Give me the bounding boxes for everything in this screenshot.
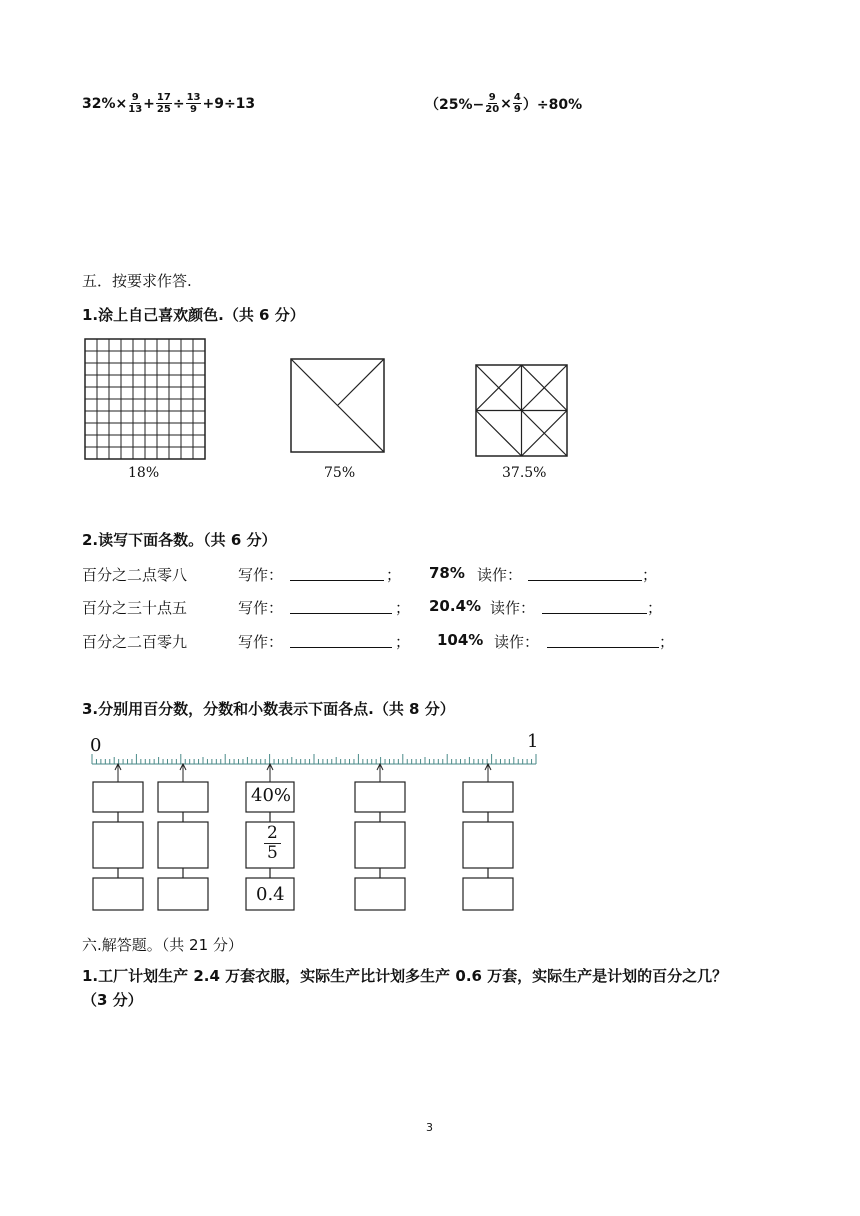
row-1-write: 写作： [238,566,284,584]
answer-box-percent [158,782,208,812]
box-fraction-denominator: 5 [267,843,278,863]
expr-text: （25%− [425,96,485,113]
fraction [156,92,172,115]
row-2-semi: ； [395,599,411,617]
section-6-title: 六.解答题。（共 21 分） [82,936,243,954]
row-3-num: 104% [437,631,484,649]
row-2-num: 20.4% [429,597,482,615]
row-3-cn: 百分之二百零九 [82,633,188,651]
row-1-num: 78% [429,564,465,582]
numerator: 9 [131,92,139,103]
fraction [186,92,202,115]
square-37-5-figure [475,364,569,458]
row-2-read: 读作： [490,599,536,617]
denominator: 9 [190,104,197,115]
row-1-cn: 百分之二点零八 [82,566,188,584]
ruler-end-label: 1 [527,731,539,752]
answer-box-fraction [158,822,208,868]
expression-2 [425,92,582,115]
numerator: 4 [513,92,521,103]
answer-box-fraction [355,822,405,868]
fraction [513,92,522,115]
expr-text: 32%× [82,95,128,112]
question-5-1: 1.涂上自己喜欢颜色.（共 6 分） [82,306,305,324]
answer-box-decimal [355,878,405,910]
number-line-figure [84,750,544,920]
answer-box-fraction [463,822,513,868]
expr-text: ÷ [172,95,185,112]
row-1-read-blank[interactable] [528,566,642,581]
box-fraction-value [264,824,281,863]
numerator: 13 [186,92,201,103]
numerator: 17 [156,92,171,103]
question-5-2: 2.读写下面各数。（共 6 分） [82,531,277,549]
page-number: 3 [426,1121,433,1134]
row-2-write-blank[interactable] [290,599,392,614]
figure-label-37-5: 37.5% [502,465,547,481]
denominator: 13 [128,104,143,115]
answer-box-decimal [93,878,143,910]
row-1-semi-2: ； [642,566,658,584]
question-5-3: 3.分别用百分数，分数和小数表示下面各点.（共 8 分） [82,700,455,718]
row-2-cn: 百分之三十点五 [82,599,188,617]
expr-text: +9÷13 [202,95,256,112]
question-6-1-line-1: 1.工厂计划生产 2.4 万套衣服，实际生产比计划多生产 0.6 万套，实际生产是计划的百分之几？ [82,967,728,985]
row-1-semi: ； [386,566,402,584]
figure-label-75: 75% [324,465,356,481]
row-2-read-blank[interactable] [542,599,647,614]
answer-box-percent [355,782,405,812]
answer-box-decimal [158,878,208,910]
expression-1 [82,92,255,115]
row-3-write: 写作： [238,633,284,651]
grid-100-figure [84,338,208,462]
row-1-read: 读作： [477,566,523,584]
row-3-semi-2: ； [659,633,675,651]
row-2-semi-2: ； [647,599,663,617]
answer-box-fraction [93,822,143,868]
answer-box-percent [93,782,143,812]
expr-text: + [143,95,155,112]
figure-label-18: 18% [128,465,160,481]
section-5-title: 五．按要求作答. [82,272,192,290]
fraction [485,92,499,115]
row-2-write: 写作： [238,599,284,617]
row-1-write-blank[interactable] [290,566,384,581]
box-fraction-numerator: 2 [264,824,281,844]
denominator: 25 [156,104,171,115]
row-3-read-blank[interactable] [547,633,659,648]
question-6-1-line-2: （3 分） [82,991,143,1009]
box-decimal-value: 0.4 [256,884,285,905]
row-3-write-blank[interactable] [290,633,392,648]
answer-box-percent [463,782,513,812]
box-percent-value: 40% [251,785,292,806]
numerator: 9 [488,92,496,103]
denominator: 20 [485,104,500,115]
answer-box-decimal [463,878,513,910]
square-75-figure [290,358,386,454]
row-3-semi: ； [395,633,411,651]
expr-text: ）÷80% [522,96,583,113]
row-3-read: 读作： [494,633,540,651]
denominator: 9 [513,104,521,115]
fraction [128,92,142,115]
ruler-start-label: 0 [90,735,102,756]
expr-text: × [500,95,512,112]
